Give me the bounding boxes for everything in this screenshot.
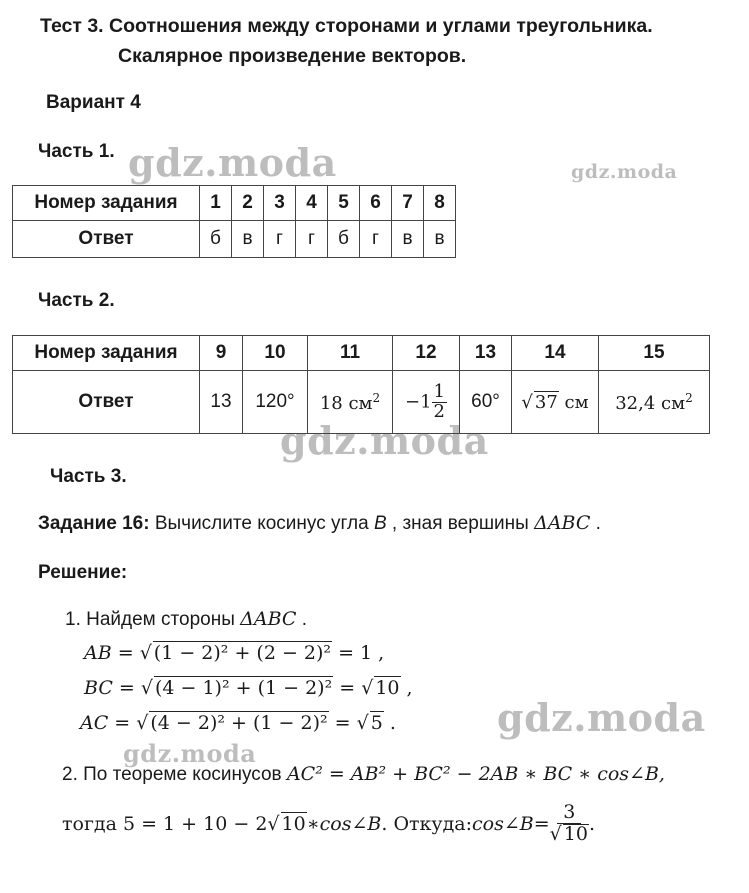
table-cell: 3 xyxy=(264,186,296,221)
part3-title: Часть 3. xyxy=(50,466,127,487)
table-cell: 120° xyxy=(243,371,308,434)
solution-label: Решение: xyxy=(38,562,128,583)
part2-title: Часть 2. xyxy=(38,290,115,311)
table-cell: в xyxy=(392,221,424,258)
part1-table xyxy=(12,185,456,258)
solution-step-3: тогда 5 = 1 + 10 − 2 √ 10 ∗ cos∠B . Откуда: cos∠B = $\frac{3}{√ 10}$ . xyxy=(62,801,595,845)
watermark: gdz.moda xyxy=(280,418,489,463)
page-title: Тест 3. Соотношения между сторонами и углами треугольника. xyxy=(40,15,653,37)
table-cell: б xyxy=(200,221,232,258)
watermark: gdz.moda xyxy=(128,140,337,185)
table-row xyxy=(13,336,710,371)
table-cell: в xyxy=(424,221,456,258)
table-cell: 8 xyxy=(424,186,456,221)
table-cell: 13 xyxy=(460,336,512,371)
table-cell: 11 xyxy=(308,336,393,371)
table-cell: 14 xyxy=(512,336,599,371)
equation-bc: BC = √ (4 − 1)² + (1 − 2)² = √ 10 , xyxy=(84,677,413,699)
equation-ac: AC = √ (4 − 2)² + (1 − 2)² = √ 5 . xyxy=(80,712,396,734)
table-cell: 13 xyxy=(200,371,243,434)
table-cell: 6 xyxy=(360,186,392,221)
table-cell: г xyxy=(264,221,296,258)
table-header-cell: Ответ xyxy=(13,371,200,434)
table-cell: 9 xyxy=(200,336,243,371)
table-cell: 32,4 $см^2$ xyxy=(599,371,710,434)
solution-step-1: 1. Найдем стороны ΔABC . xyxy=(65,608,307,630)
table-cell: 1 xyxy=(200,186,232,221)
table-cell: 2 xyxy=(232,186,264,221)
table-cell: √ 37 см xyxy=(512,371,599,434)
solution-step-2: 2. По теореме косинусов AC² = AB² + BC² − 2AB ∗ BC ∗ cos∠B, xyxy=(62,763,665,785)
table-cell: 60° xyxy=(460,371,512,434)
table-cell: 12 xyxy=(393,336,460,371)
table-cell: в xyxy=(232,221,264,258)
table-cell: 5 xyxy=(328,186,360,221)
table-header-cell: Номер задания xyxy=(13,186,200,221)
part2-table xyxy=(12,335,710,434)
table-header-cell: Ответ xyxy=(13,221,200,258)
table-cell: 18 $см^2$ xyxy=(308,371,393,434)
variant-label: Вариант 4 xyxy=(46,92,141,113)
table-cell: г xyxy=(296,221,328,258)
table-row xyxy=(13,186,456,221)
watermark: gdz.moda xyxy=(571,161,678,183)
table-cell: 10 xyxy=(243,336,308,371)
table-row xyxy=(13,371,710,434)
table-cell: б xyxy=(328,221,360,258)
table-cell: 15 xyxy=(599,336,710,371)
part1-title: Часть 1. xyxy=(38,141,115,162)
equation-ab: AB = √ (1 − 2)² + (2 − 2)² = 1 , xyxy=(84,642,385,664)
table-cell: 7 xyxy=(392,186,424,221)
watermark: gdz.moda xyxy=(497,695,706,740)
task-statement: Задание 16: Вычислите косинус угла B , зная вершины ΔABC . xyxy=(38,512,601,534)
table-cell: г xyxy=(360,221,392,258)
page-subtitle: Скалярное произведение векторов. xyxy=(118,45,467,67)
table-cell: 4 xyxy=(296,186,328,221)
table-cell: −1 $\frac{1}{2}$ xyxy=(393,371,460,434)
table-header-cell: Номер задания xyxy=(13,336,200,371)
table-row xyxy=(13,221,456,258)
fraction: $\frac{3}{√ 10}$ xyxy=(549,801,588,845)
watermark: gdz.moda xyxy=(123,739,257,768)
